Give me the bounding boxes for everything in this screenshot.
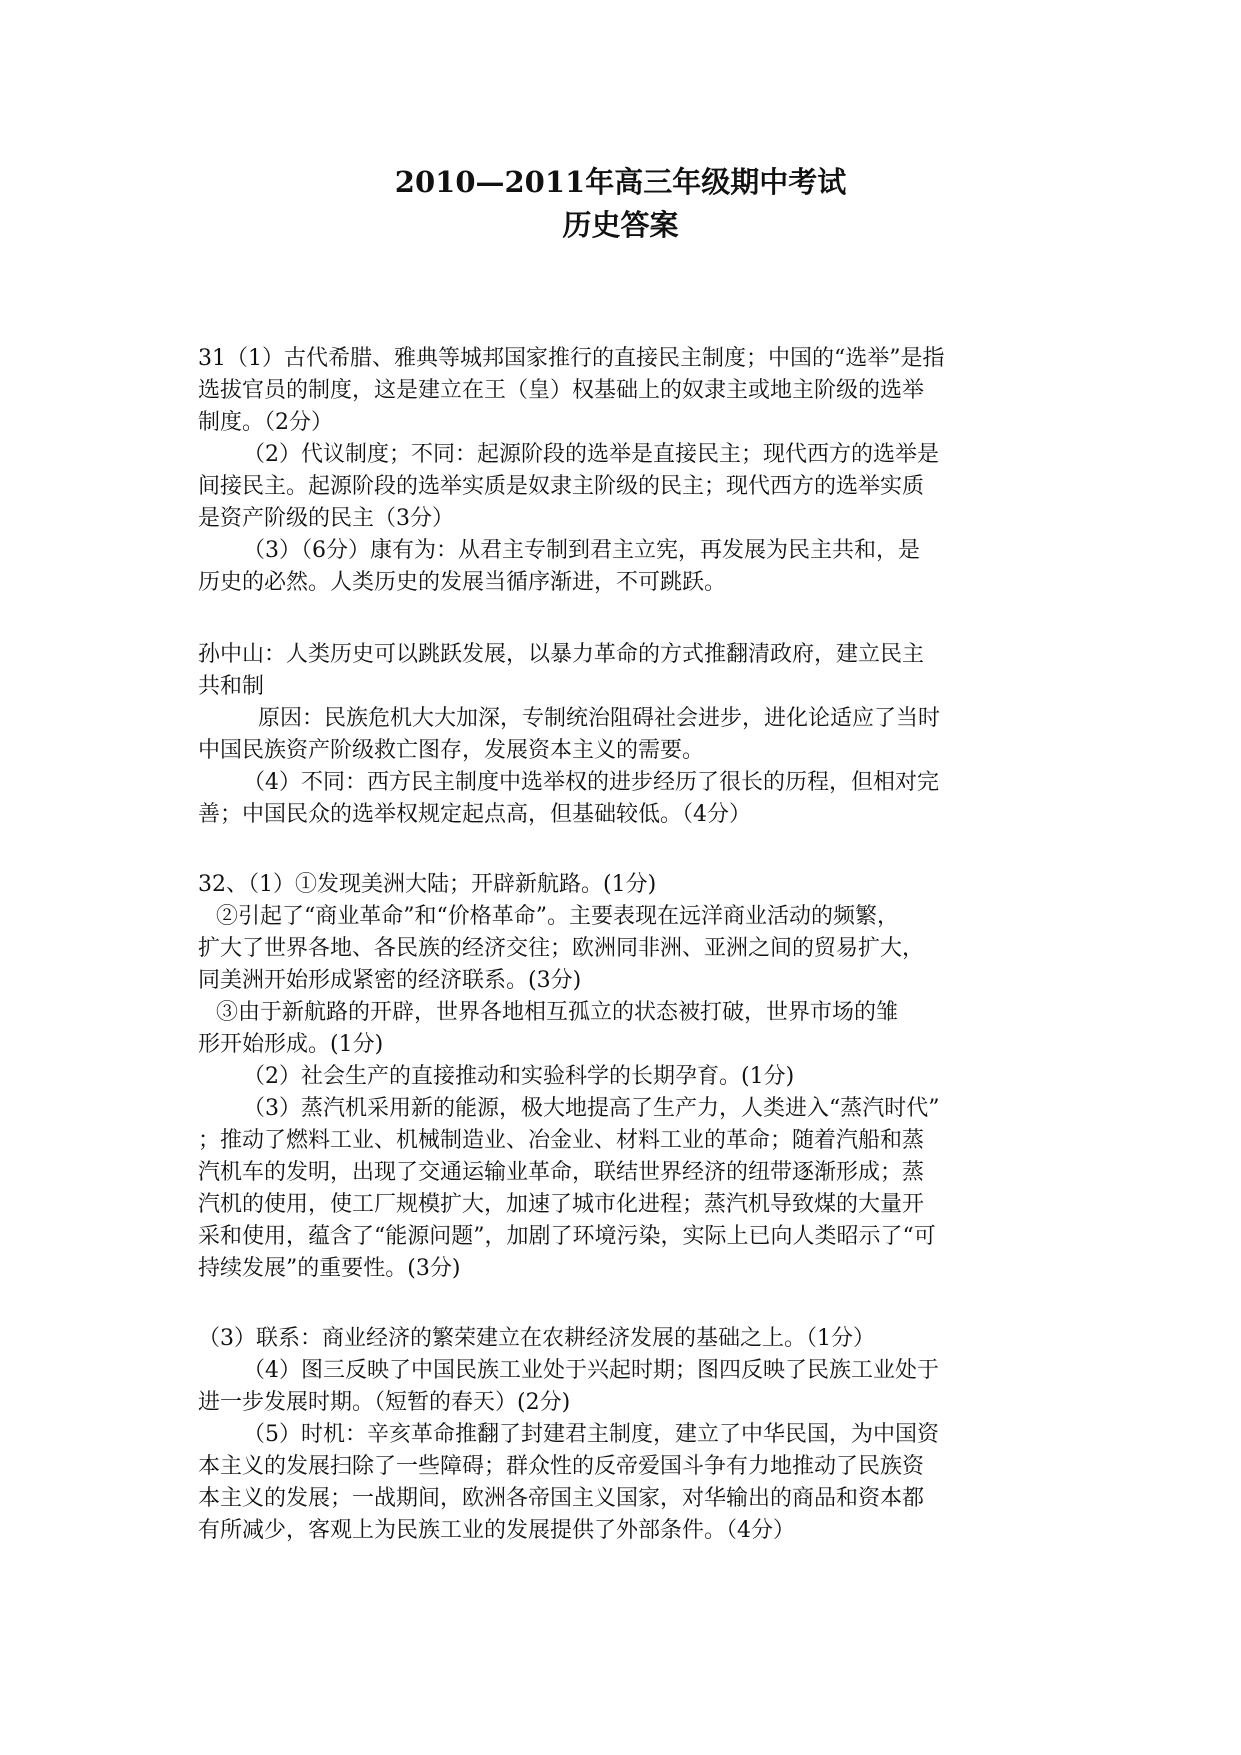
answer-line: （4）不同：西方民主制度中选举权的进步经历了很长的历程，但相对完 xyxy=(243,770,939,795)
answer-line: 孙中山：人类历史可以跳跃发展，以暴力革命的方式推翻清政府，建立民主 xyxy=(198,642,925,667)
answer-line: （2）代议制度；不同：起源阶段的选举是直接民主；现代西方的选举是 xyxy=(243,442,939,467)
answer-line: 持续发展”的重要性。(3分) xyxy=(198,1256,461,1281)
answer-line: 制度。（2分） xyxy=(198,410,333,435)
answer-line: 历史的必然。人类历史的发展当循序渐进，不可跳跃。 xyxy=(198,570,727,595)
answer-line: 扩大了世界各地、各民族的经济交往；欧洲同非洲、亚洲之间的贸易扩大， xyxy=(198,936,925,961)
answer-line: 间接民主。起源阶段的选举实质是奴隶主阶级的民主；现代西方的选举实质 xyxy=(198,474,925,499)
answer-line: 善；中国民众的选举权规定起点高，但基础较低。（4分） xyxy=(198,802,751,827)
answer-line: 汽机的使用，使工厂规模扩大，加速了城市化进程；蒸汽机导致煤的大量开 xyxy=(198,1192,925,1217)
answer-line: ；推动了燃料工业、机械制造业、冶金业、材料工业的革命；随着汽船和蒸 xyxy=(198,1128,925,1153)
answer-line: 形开始形成。(1分) xyxy=(198,1032,384,1057)
answer-line: 是资产阶级的民主（3分） xyxy=(198,506,454,531)
answer-line: ②引起了“商业革命”和“价格革命”。主要表现在远洋商业活动的频繁， xyxy=(216,904,899,929)
answer-line: 本主义的发展；一战期间，欧洲各帝国主义国家，对华输出的商品和资本都 xyxy=(198,1486,925,1511)
answer-line: 选拔官员的制度，这是建立在王（皇）权基础上的奴隶主或地主阶级的选举 xyxy=(198,378,925,403)
answer-line: 本主义的发展扫除了一些障碍；群众性的反帝爱国斗争有力地推动了民族资 xyxy=(198,1454,925,1479)
answer-line: 31（1）古代希腊、雅典等城邦国家推行的直接民主制度；中国的“选举”是指 xyxy=(198,346,945,371)
answer-line: 共和制 xyxy=(198,674,265,699)
answer-line: （3）联系：商业经济的繁荣建立在农耕经济发展的基础之上。（1分） xyxy=(198,1326,875,1351)
answer-line: 有所减少，客观上为民族工业的发展提供了外部条件。（4分） xyxy=(198,1518,795,1543)
answer-line: （3）（6分）康有为：从君主专制到君主立宪，再发展为民主共和，是 xyxy=(243,538,920,563)
document-title: 2010—2011年高三年级期中考试 xyxy=(394,165,847,199)
answer-line: 汽机车的发明，出现了交通运输业革命，联结世界经济的纽带逐渐形成；蒸 xyxy=(198,1160,925,1185)
answer-line: 同美洲开始形成紧密的经济联系。(3分) xyxy=(198,968,582,993)
document-subtitle: 历史答案 xyxy=(562,208,679,242)
answer-line: 采和使用，蕴含了“能源问题”，加剧了环境污染，实际上已向人类昭示了“可 xyxy=(198,1224,936,1249)
answer-line: 进一步发展时期。（短暂的春天）(2分) xyxy=(198,1390,571,1415)
answer-line: 32、（1）①发现美洲大陆；开辟新航路。(1分) xyxy=(198,872,657,897)
answer-line: （5）时机：辛亥革命推翻了封建君主制度，建立了中华民国，为中国资 xyxy=(243,1422,939,1447)
answer-line: （3）蒸汽机采用新的能源，极大地提高了生产力，人类进入“蒸汽时代” xyxy=(243,1096,940,1121)
answer-line: ③由于新航路的开辟，世界各地相互孤立的状态被打破，世界市场的雏 xyxy=(216,1000,899,1025)
answer-line: （2）社会生产的直接推动和实验科学的长期孕育。(1分) xyxy=(243,1064,795,1089)
answer-line: （4）图三反映了中国民族工业处于兴起时期；图四反映了民族工业处于 xyxy=(243,1358,939,1383)
answer-line: 原因：民族危机大大加深，专制统治阻碍社会进步，进化论适应了当时 xyxy=(258,706,941,731)
answer-line: 中国民族资产阶级救亡图存，发展资本主义的需要。 xyxy=(198,738,705,763)
